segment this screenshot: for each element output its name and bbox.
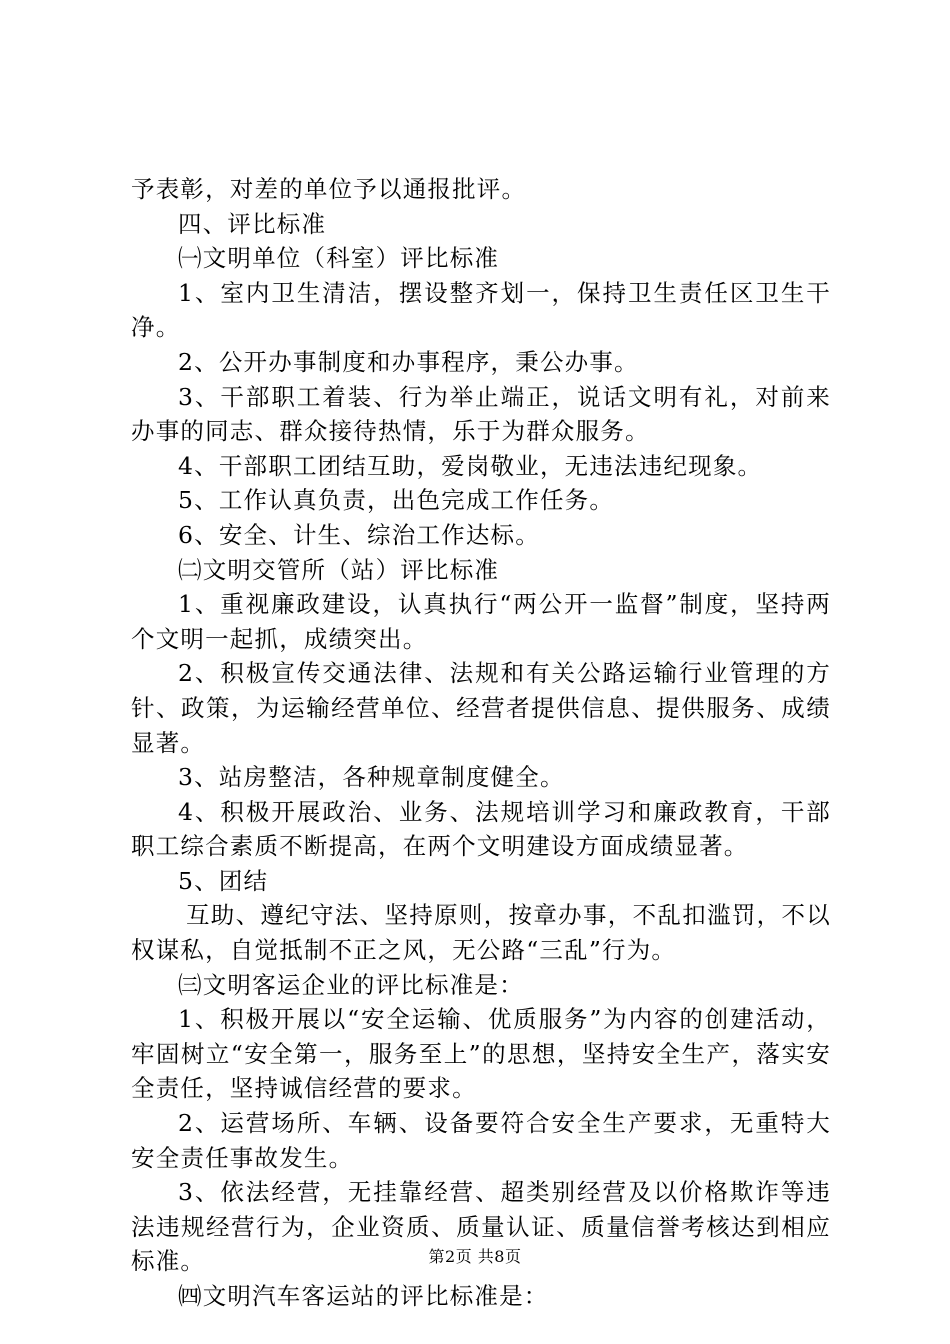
list-item: 5、团结 xyxy=(178,866,269,895)
paragraph: 互助、遵纪守法、坚持原则，按章办事，不乱扣滥罚，不以权谋私，自觉抵制不正之风，无公路“三乱”行为。 xyxy=(131,901,831,965)
list-item: 3、依法经营，无挂靠经营、超类别经营及以价格欺诈等违法违规经营行为，企业资质、质量认证、质量信誉考核达到相应标准。 xyxy=(131,1178,831,1276)
subsection-heading: ㈠文明单位（科室）评比标准 xyxy=(178,244,500,273)
list-item: 4、干部职工团结互助，爱岗敬业，无违法违纪现象。 xyxy=(178,451,763,480)
list-item: 2、积极宣传交通法律、法规和有关公路运输行业管理的方针、政策，为运输经营单位、经营者提供信息、提供服务、成绩显著。 xyxy=(131,659,831,757)
subsection-heading: ㈢文明客运企业的评比标准是： xyxy=(178,970,524,999)
list-item: 3、站房整洁，各种规章制度健全。 xyxy=(178,763,565,792)
document-body xyxy=(131,172,831,1314)
list-item: 1、室内卫生清洁，摆设整齐划一，保持卫生责任区卫生干净。 xyxy=(131,278,831,342)
list-item: 6、安全、计生、综治工作达标。 xyxy=(178,520,540,549)
list-item: 2、公开办事制度和办事程序，秉公办事。 xyxy=(178,347,639,376)
page-footer: 第2页 共8页 xyxy=(428,1247,522,1266)
list-item: 5、工作认真负责，出色完成工作任务。 xyxy=(178,486,615,515)
list-item: 4、积极开展政治、业务、法规培训学习和廉政教育，干部职工综合素质不断提高，在两个文明建设方面成绩显著。 xyxy=(131,797,831,861)
list-item: 1、积极开展以“安全运输、优质服务”为内容的创建活动，牢固树立“安全第一，服务至上”的思想，坚持安全生产，落实安全责任，坚持诚信经营的要求。 xyxy=(131,1005,831,1103)
paragraph: 予表彰，对差的单位予以通报批评。 xyxy=(131,175,527,203)
list-item: 3、干部职工着装、行为举止端正，说话文明有礼，对前来办事的同志、群众接待热情，乐于为群众服务。 xyxy=(131,382,831,446)
list-item: 2、运营场所、车辆、设备要符合安全生产要求，无重特大安全责任事故发生。 xyxy=(131,1109,831,1172)
subsection-heading: ㈡文明交管所（站）评比标准 xyxy=(178,555,500,584)
section-heading: 四、评比标准 xyxy=(178,209,327,238)
subsection-heading: ㈣文明汽车客运站的评比标准是： xyxy=(178,1282,549,1310)
list-item: 1、重视廉政建设，认真执行“两公开一监督”制度，坚持两个文明一起抓，成绩突出。 xyxy=(131,590,831,653)
